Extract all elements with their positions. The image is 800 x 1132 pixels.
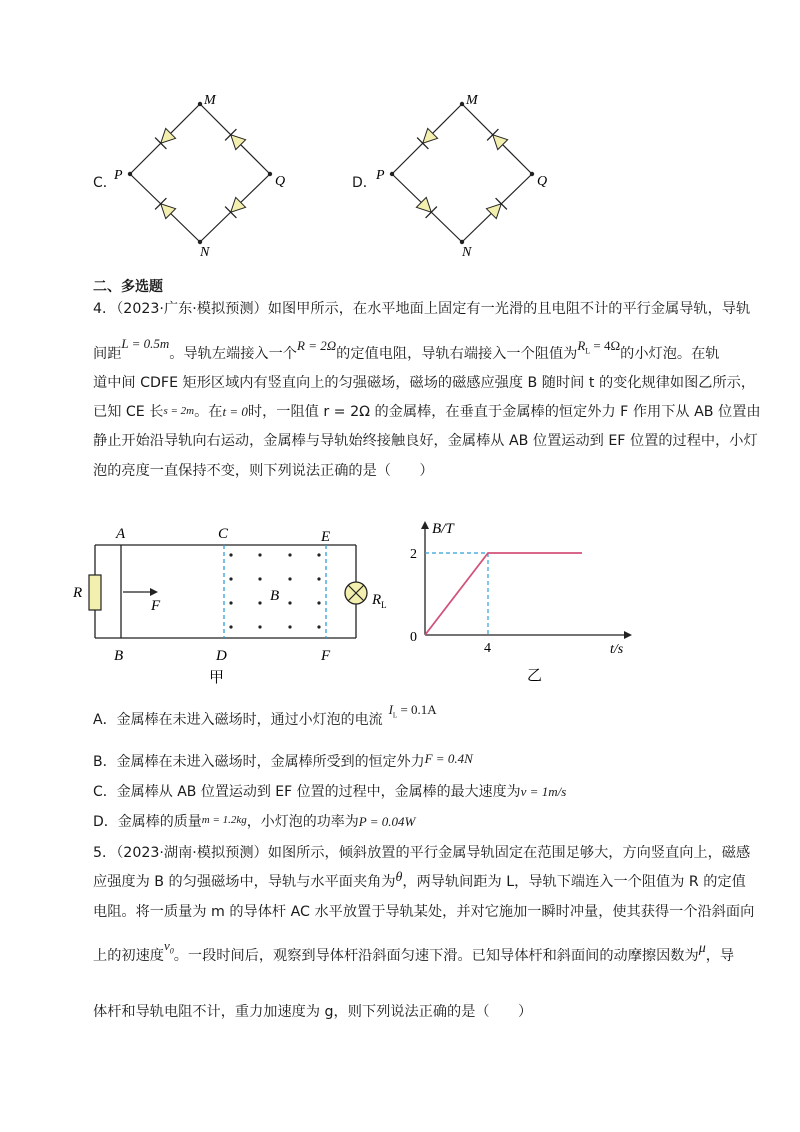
- q5-line-2: 应强度为 B 的匀强磁场中，导轨与水平面夹角为θ，两导轨间距为 L，导轨下端连入一个阻值为 R 的定值: [93, 870, 746, 890]
- option-c[interactable]: C．金属棒从 AB 位置运动到 EF 位置的过程中，金属棒的最大速度为v = 1m/s: [93, 784, 567, 800]
- eq-s: s = 2m: [163, 405, 195, 417]
- eq-v0: $v_0$: [163, 938, 174, 956]
- node-n: N: [200, 245, 210, 260]
- q5-line-5: 体杆和导轨电阻不计，重力加速度为 g，则下列说法正确的是（ ）: [93, 1004, 533, 1020]
- node-n: N: [462, 245, 472, 260]
- y-tick-2: 2: [410, 547, 417, 562]
- eq-theta: θ: [395, 870, 403, 885]
- label-rl: $R_L$: [372, 592, 387, 610]
- option-b[interactable]: B．金属棒在未进入磁场时，金属棒所受到的恒定外力F = 0.4N: [93, 751, 473, 770]
- q5-line-4: 上的初速度$v_0$。一段时间后，观察到导体杆沿斜面匀速下滑。已知导体杆和斜面间的动摩擦因数为μ，导: [93, 938, 735, 964]
- y-axis-label: B/T: [432, 521, 454, 537]
- option-d[interactable]: D．金属棒的质量$^{m = 1.2kg}$，小灯泡的功率为P = 0.04W: [93, 814, 416, 830]
- node-q: Q: [275, 174, 286, 189]
- section-title: 二、多选题: [93, 279, 163, 295]
- q4-number: 4．: [93, 301, 117, 317]
- label-e: E: [321, 529, 331, 545]
- node-q: Q: [537, 174, 548, 189]
- q4-source: （2023·广东·模拟预测）: [116, 301, 268, 317]
- eq-r: R = 2Ω: [297, 338, 337, 353]
- node-p: P: [376, 168, 385, 183]
- q4-line-2: 间距L = 0.5m。导轨左端接入一个R = 2Ω的定值电阻，导轨右端接入一个阻值为$R_L = 4\Omega$的小灯泡。在轨: [93, 336, 720, 362]
- option-c-label: C．: [93, 175, 117, 191]
- node-m: M: [204, 93, 216, 108]
- eq-l: L = 0.5m: [121, 336, 170, 351]
- bt-graph: [400, 515, 640, 690]
- resistor-r: [89, 575, 101, 610]
- origin-label: 0: [410, 630, 417, 645]
- caption-yi: 乙: [527, 668, 543, 684]
- diode-bridge-diagram-d: [372, 90, 552, 260]
- caption-jia: 甲: [209, 670, 225, 686]
- label-d: D: [216, 648, 227, 664]
- label-force: F: [151, 598, 161, 614]
- q4-line-4: 已知 CE 长s = 2m。在t = 0时，一阻值 r = 2Ω 的金属棒，在垂直于金属棒的恒定外力 F 作用下从 AB 位置由: [93, 404, 761, 420]
- node-m: M: [466, 93, 478, 108]
- q4-line-3: 道中间 CDFE 矩形区域内有竖直向上的匀强磁场，磁场的磁感应强度 B 随时间 t 的变化规律如图乙所示，: [93, 375, 756, 391]
- force-arrow-icon: [123, 588, 158, 596]
- q5-line-3: 电阻。将一质量为 m 的导体杆 AC 水平放置于导轨某处，并对它施加一瞬时冲量，使其获得一个沿斜面向: [93, 904, 755, 920]
- q5-number: 5．: [93, 845, 117, 861]
- x-axis-label: t/s: [610, 642, 624, 657]
- q4-line-5: 静止开始沿导轨向右运动，金属棒与导轨始终接触良好，金属棒从 AB 位置运动到 EF 位置的过程中，小灯: [93, 433, 758, 449]
- label-r: R: [73, 585, 83, 601]
- diode-bridge-diagram-c: [110, 90, 290, 260]
- lamp-icon: [345, 582, 367, 604]
- x-tick-4: 4: [484, 641, 491, 656]
- option-a[interactable]: A．金属棒在未进入磁场时，通过小灯泡的电流$I_L = 0.1A$: [93, 702, 437, 728]
- bt-series-line: [425, 553, 582, 635]
- q4-line-1: 4．（2023·广东·模拟预测）如图甲所示，在水平地面上固定有一光滑的且电阻不计的平行金属导轨，导轨: [93, 301, 751, 317]
- y-axis-arrow-icon: [421, 521, 429, 529]
- label-c: C: [218, 526, 229, 542]
- eq-rl: $R_L = 4\Omega$: [577, 338, 621, 356]
- label-b-corner: B: [114, 648, 124, 664]
- option-d-label: D．: [352, 175, 377, 191]
- label-field: B: [270, 588, 280, 604]
- label-f-corner: F: [321, 648, 331, 664]
- x-axis-arrow-icon: [624, 631, 632, 639]
- q4-line-6: 泡的亮度一直保持不变，则下列说法正确的是（ ）: [93, 463, 434, 479]
- circuit-diagram: [68, 520, 388, 690]
- q5-line-1: 5．（2023·湖南·模拟预测）如图所示，倾斜放置的平行金属导轨固定在范围足够大，方向竖直向上，磁感: [93, 845, 751, 861]
- label-a: A: [116, 526, 126, 542]
- eq-t: t = 0: [222, 404, 248, 419]
- node-p: P: [114, 168, 123, 183]
- q5-source: （2023·湖南·模拟预测）: [116, 845, 268, 861]
- eq-mu: μ: [698, 941, 706, 956]
